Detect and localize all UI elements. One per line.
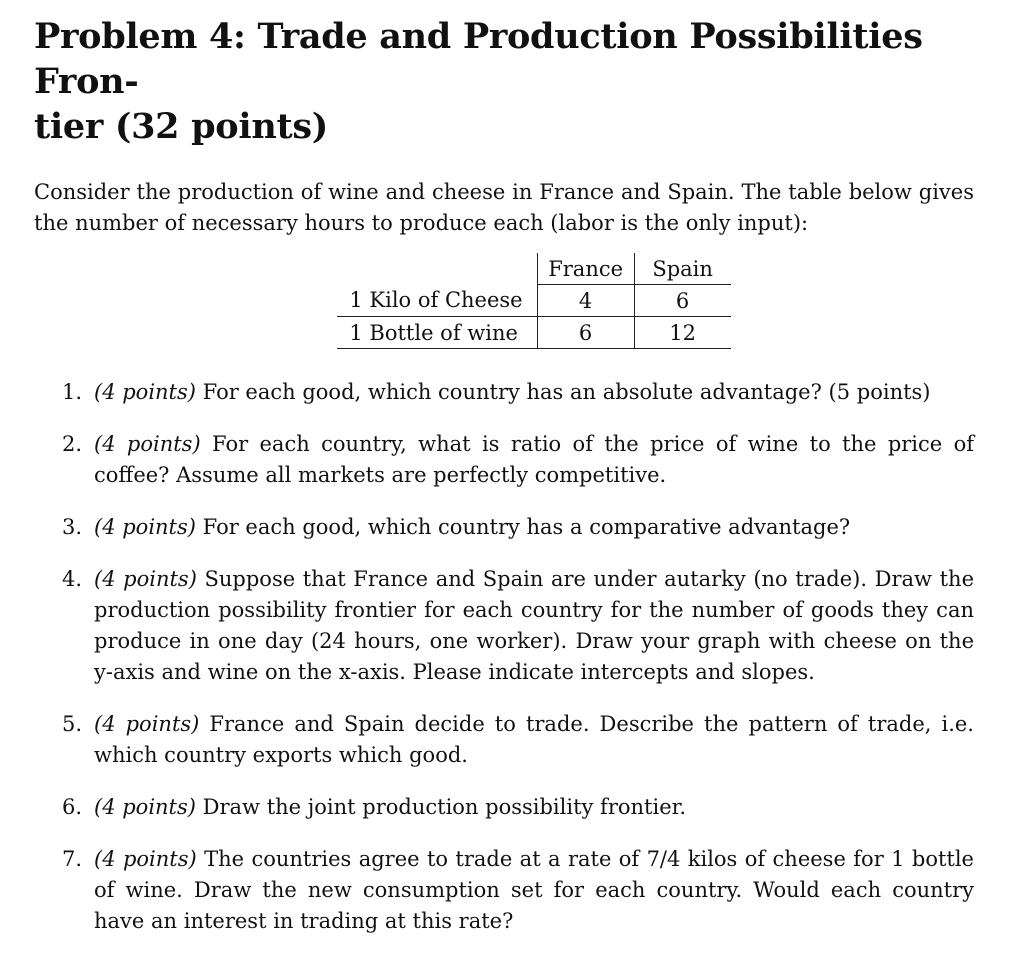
question-number: 1. bbox=[62, 380, 83, 404]
question-item bbox=[34, 709, 974, 771]
question-text: The countries agree to trade at a rate of 7/4 kilos of cheese for 1 bottle of wine. Draw the new consumption set for each country. Would each country have an interest in trading at this rate? bbox=[94, 847, 974, 933]
row-label-wine: 1 Bottle of wine bbox=[337, 317, 537, 349]
cell-wine-france: 6 bbox=[537, 317, 634, 349]
question-item bbox=[34, 564, 974, 688]
question-points: (4 points) bbox=[94, 432, 201, 456]
question-points: (4 points) bbox=[94, 712, 200, 736]
question-item bbox=[34, 792, 974, 823]
question-list bbox=[34, 377, 974, 937]
question-text: France and Spain decide to trade. Describe the pattern of trade, i.e. which country exports which good. bbox=[94, 712, 974, 767]
cell-cheese-spain: 6 bbox=[634, 285, 731, 317]
table-row bbox=[337, 317, 730, 349]
problem-title bbox=[34, 14, 974, 149]
column-header-spain: Spain bbox=[634, 253, 731, 285]
document-page bbox=[34, 14, 974, 958]
cell-cheese-france: 4 bbox=[537, 285, 634, 317]
question-text: Suppose that France and Spain are under autarky (no trade). Draw the production possibility frontier for each country for the number of goods they can produce in one day (24 hours, one worker). Draw your graph with cheese on the y-axis and wine on the x-axis. Please indicate intercepts and slopes. bbox=[94, 567, 974, 684]
hours-table bbox=[337, 253, 730, 349]
question-number: 5. bbox=[62, 712, 83, 736]
question-text: For each country, what is ratio of the price of wine to the price of coffee? Assume all markets are perfectly competitive. bbox=[94, 432, 974, 487]
table-row bbox=[337, 285, 730, 317]
problem-title-line-1: Problem 4: Trade and Production Possibilities Fron- bbox=[34, 16, 923, 102]
table-header-row bbox=[337, 253, 730, 285]
question-text: For each good, which country has a comparative advantage? bbox=[202, 515, 851, 539]
question-number: 2. bbox=[62, 432, 83, 456]
question-number: 7. bbox=[62, 847, 83, 871]
problem-title-line-2: tier (32 points) bbox=[34, 106, 328, 147]
question-points: (4 points) bbox=[94, 515, 196, 539]
row-label-cheese: 1 Kilo of Cheese bbox=[337, 285, 537, 317]
question-number: 6. bbox=[62, 795, 83, 819]
question-item bbox=[34, 512, 974, 543]
question-item bbox=[34, 844, 974, 937]
question-text: For each good, which country has an absolute advantage? (5 points) bbox=[202, 380, 931, 404]
question-points: (4 points) bbox=[94, 380, 196, 404]
cell-wine-spain: 12 bbox=[634, 317, 731, 349]
question-points: (4 points) bbox=[94, 795, 196, 819]
question-number: 4. bbox=[62, 567, 83, 591]
question-points: (4 points) bbox=[94, 567, 197, 591]
column-header-france: France bbox=[537, 253, 634, 285]
table-corner bbox=[337, 253, 537, 285]
question-item bbox=[34, 429, 974, 491]
question-text: Draw the joint production possibility frontier. bbox=[202, 795, 687, 819]
question-number: 3. bbox=[62, 515, 83, 539]
question-points: (4 points) bbox=[94, 847, 197, 871]
hours-table-wrapper bbox=[34, 253, 974, 349]
question-item bbox=[34, 377, 974, 408]
intro-paragraph: Consider the production of wine and cheese in France and Spain. The table below gives the number of necessary hours to produce each (labor is the only input): bbox=[34, 180, 974, 235]
